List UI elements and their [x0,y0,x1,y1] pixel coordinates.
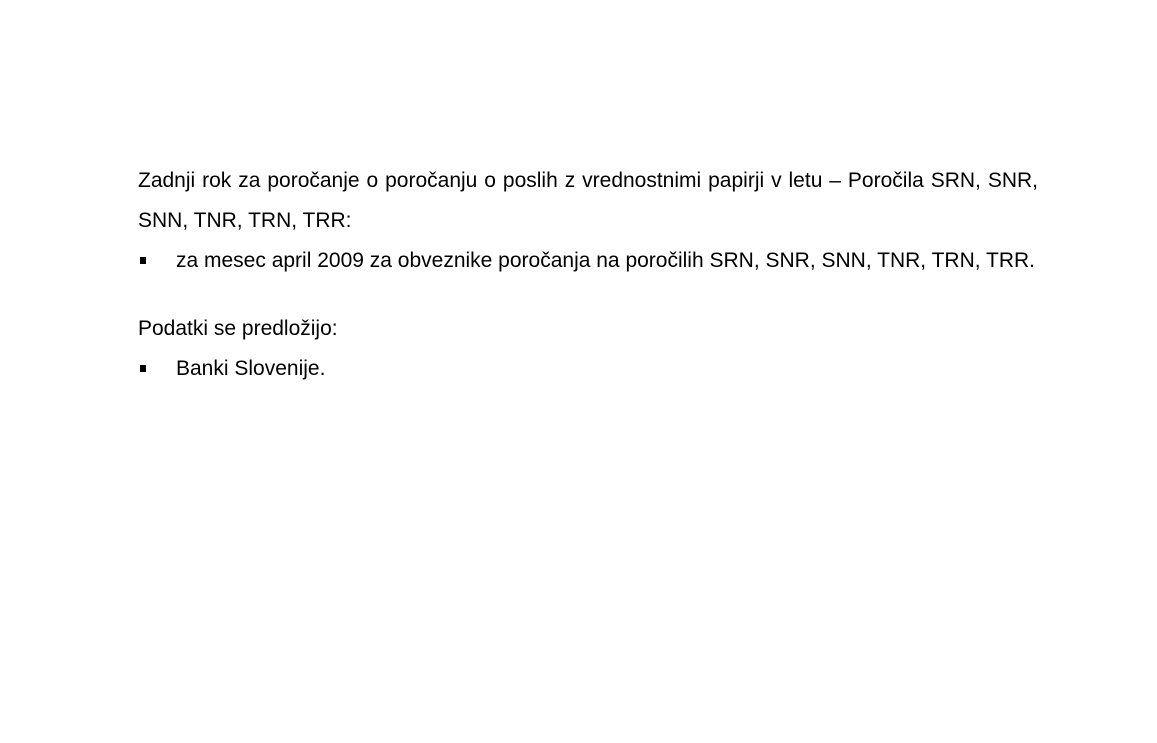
deadline-list [138,241,1038,281]
recipient-list [138,349,1038,389]
list-item [138,349,1038,389]
square-bullet-icon [140,365,146,372]
section-spacer [138,281,1038,309]
list-item [138,241,1038,281]
deadline-intro-paragraph: Zadnji rok za poročanje o poročanju o poslih z vrednostnimi papirji v letu – Poročila SRN, SNR, SNN, TNR, TRN, TRR: [138,169,1038,232]
list-item-text: za mesec april 2009 za obveznike poročanja na poročilih SRN, SNR, SNN, TNR, TRN, TRR. [176,249,1036,272]
submission-intro-paragraph: Podatki se predložijo: [138,317,338,340]
square-bullet-icon [140,257,146,264]
document-body [138,161,1038,389]
list-item-text: Banki Slovenije. [176,357,326,380]
